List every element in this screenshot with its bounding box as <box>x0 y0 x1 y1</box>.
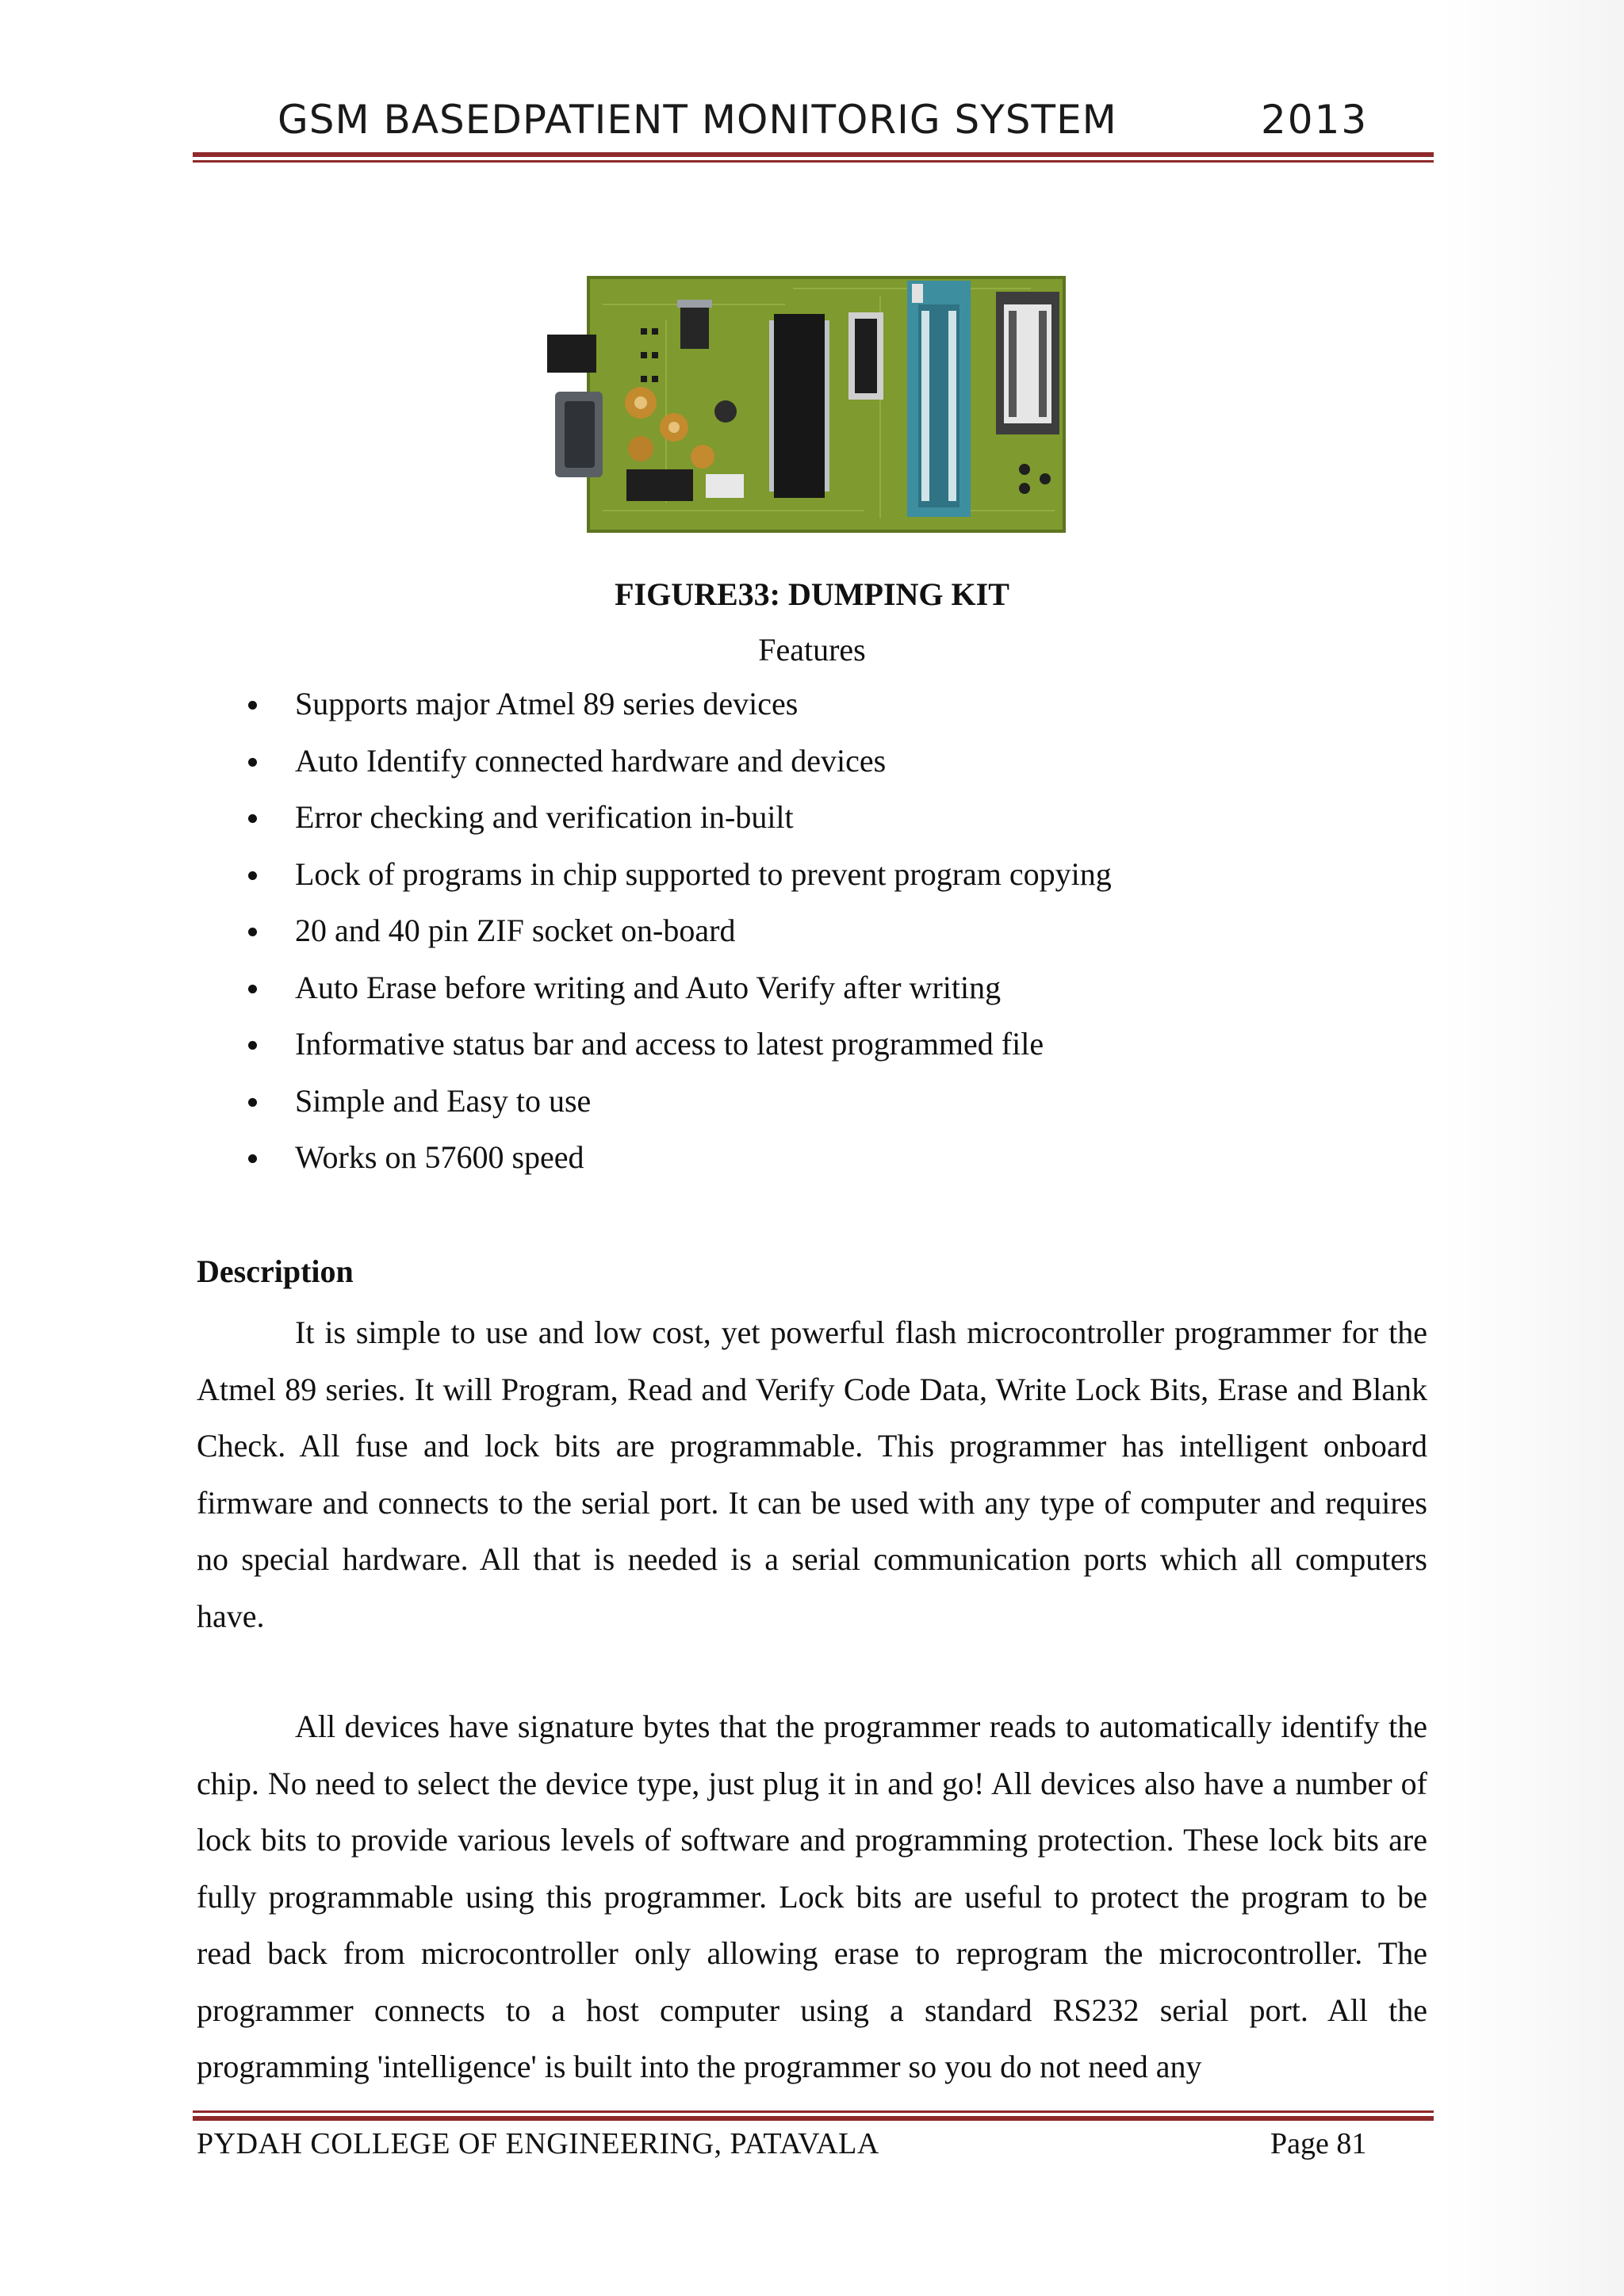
header-year: 2013 <box>1261 97 1369 143</box>
page-edge-shadow <box>1442 0 1624 2296</box>
list-item-text: Supports major Atmel 89 series devices <box>295 686 799 721</box>
features-heading: Features <box>758 632 866 668</box>
bullet-dot <box>248 701 257 710</box>
list-item-text: Informative status bar and access to latest programmed file <box>295 1026 1044 1062</box>
bullet-dot <box>248 985 257 993</box>
figure-caption: FIGURE33: DUMPING KIT <box>615 576 1009 612</box>
bullet-dot <box>248 1041 257 1050</box>
description-paragraph-1: It is simple to use and low cost, yet powerful flash microcontroller programmer for the Atmel 89 series. It will Program, Read and Verify Code Data, Write Lock Bits, Erase and Blank Check. All fuse and lock bits are programmable. This programmer has intelligent onboard firmware and connects to the serial port. It can be used with any type of computer and requires no special hardware. All that is needed is a serial communication ports which all computers have. <box>197 1314 1427 1634</box>
bullet-dot <box>248 928 257 936</box>
list-item-text: 20 and 40 pin ZIF socket on-board <box>295 913 736 948</box>
description-paragraph-2: All devices have signature bytes that the programmer reads to automatically identify the chip. No need to select the device type, just plug it in and go! All devices also have a number of lock bits to provide various levels of software and programming protection. These lock bits are fully programmable using this programmer. Lock bits are useful to protect the program to be read back from microcontroller only allowing erase to reprogram the microcontroller. The programmer connects to a host computer using a standard RS232 serial port. All the programming 'intelligence' is built into the programmer so you do not need any <box>197 1709 1427 2084</box>
bullet-dot <box>248 814 257 823</box>
bullet-dot <box>248 871 257 880</box>
bullet-dot <box>248 1154 257 1163</box>
header-rule-thick <box>193 152 1434 157</box>
bullet-dot <box>248 758 257 767</box>
footer-page-number: Page 81 <box>1270 2127 1367 2160</box>
description-heading: Description <box>197 1253 354 1289</box>
list-item-text: Lock of programs in chip supported to prevent program copying <box>295 855 1112 892</box>
dumping-kit-image <box>547 273 1071 536</box>
header-title: GSM BASEDPATIENT MONITORIG SYSTEM <box>278 97 1117 143</box>
list-item-text: Simple and Easy to use <box>295 1082 592 1119</box>
list-item-text: Auto Identify connected hardware and devices <box>295 742 887 779</box>
list-item-text: Error checking and verification in-built <box>295 799 794 835</box>
footer-college: PYDAH COLLEGE OF ENGINEERING, PATAVALA <box>197 2127 879 2160</box>
list-item-text: Works on 57600 speed <box>295 1139 584 1175</box>
list-item-text: Auto Erase before writing and Auto Verify after writing <box>295 969 1002 1005</box>
footer-rule-thin <box>193 2110 1434 2113</box>
footer-rule-thick <box>193 2116 1434 2121</box>
header-rule-thin <box>193 160 1434 163</box>
bullet-dot <box>248 1098 257 1107</box>
